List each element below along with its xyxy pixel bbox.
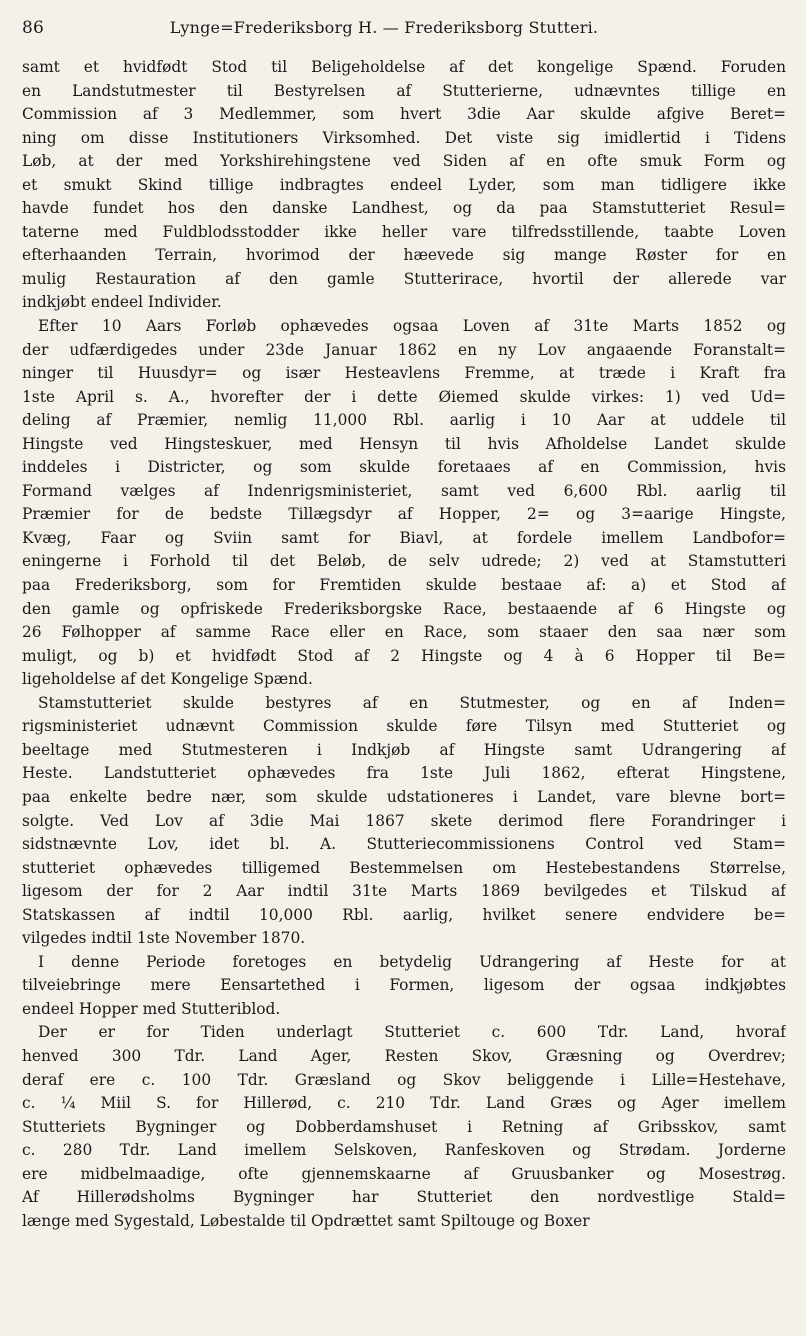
text-line: indkjøbt endeel Individer.	[22, 293, 222, 312]
text-line: 1ste April s. A., hvorefter der i dette Øiemed skulde virkes: 1) ved Ud=	[22, 387, 786, 406]
text-line: eningerne i Forhold til det Beløb, de selv udrede; 2) ved at Stamstutteri	[22, 552, 786, 571]
text-line: længe med Sygestald, Løbestalde til Opdrættet samt Spiltouge og Boxer	[22, 1211, 590, 1230]
paragraph-start-line: Der er for Tiden underlagt Stutteriet c. 600 Tdr. Land, hvoraf	[38, 1023, 786, 1042]
text-line: samt et hvidfødt Stod til Beligeholdelse af det kongelige Spænd. Foruden	[22, 58, 786, 76]
text-line: muligt, og b) et hvidfødt Stod af 2 Hingste og 4 à 6 Hopper til Be=	[22, 646, 786, 665]
text-line: mulig Restauration af den gamle Stutterirace, hvortil der allerede var	[22, 269, 786, 288]
paragraph-start-line: Efter 10 Aars Forløb ophævedes ogsaa Loven af 31te Marts 1852 og	[38, 317, 786, 336]
text-line: Præmier for de bedste Tillægsdyr af Hopper, 2= og 3=aarige Hingste,	[22, 505, 786, 524]
text-line: deraf ere c. 100 Tdr. Græsland og Skov beliggende i Lille=Hestehave,	[22, 1070, 786, 1089]
text-line: paa enkelte bedre nær, som skulde udstationeres i Landet, vare blevne bort=	[22, 787, 786, 806]
text-line: c. ¼ Miil S. for Hillerød, c. 210 Tdr. Land Græs og Ager imellem	[22, 1094, 786, 1113]
text-line: c. 280 Tdr. Land imellem Selskoven, Ranfeskoven og Strødam. Jorderne	[22, 1141, 786, 1160]
paragraph-start-line: I denne Periode foretoges en betydelig Udrangering af Heste for at	[38, 952, 786, 971]
body-text	[22, 56, 786, 1233]
text-line: sidstnævnte Lov, idet bl. A. Stutteriecommissionens Control ved Stam=	[22, 835, 786, 854]
text-line: Commission af 3 Medlemmer, som hvert 3die Aar skulde afgive Beret=	[22, 105, 786, 124]
text-line: 26 Følhopper af samme Race eller en Race, som staaer den saa nær som	[22, 623, 786, 642]
text-line: der udfærdigedes under 23de Januar 1862 en ny Lov angaaende Foranstalt=	[22, 340, 786, 359]
text-line: rigsministeriet udnævnt Commission skulde føre Tilsyn med Stutteriet og	[22, 717, 786, 736]
text-line: stutteriet ophævedes tilligemed Bestemmelsen om Hestebestandens Størrelse,	[22, 858, 786, 877]
text-line: taterne med Fuldblodsstodder ikke heller vare tilfredsstillende, taabte Loven	[22, 222, 786, 241]
text-line: havde fundet hos den danske Landhest, og da paa Stamstutteriet Resul=	[22, 199, 786, 218]
paragraph-start-line: Stamstutteriet skulde bestyres af en Stutmester, og en af Inden=	[38, 693, 786, 712]
text-line: tilveiebringe mere Eensartethed i Formen, ligesom der ogsaa indkjøbtes	[22, 976, 786, 995]
text-line: et smukt Skind tillige indbragtes endeel Lyder, som man tidligere ikke	[22, 175, 786, 194]
text-line: den gamle og opfriskede Frederiksborgske Race, bestaaende af 6 Hingste og	[22, 599, 786, 618]
text-line: ligesom der for 2 Aar indtil 31te Marts 1869 bevilgedes et Tilskud af	[22, 882, 786, 901]
running-head: Lynge=Frederiksborg H. — Frederiksborg Stutteri.	[169, 18, 599, 37]
text-line: Kvæg, Faar og Sviin samt for Biavl, at fordele imellem Landbofor=	[22, 528, 786, 547]
text-line: endeel Hopper med Stutteriblod.	[22, 999, 281, 1018]
text-line: Formand vælges af Indenrigsministeriet, samt ved 6,600 Rbl. aarlig til	[22, 481, 786, 500]
text-line: efterhaanden Terrain, hvorimod der hæevede sig mange Røster for en	[22, 246, 786, 265]
text-line: Stutteriets Bygninger og Dobberdamshuset i Retning af Gribsskov, samt	[22, 1117, 786, 1136]
text-line: solgte. Ved Lov af 3die Mai 1867 skete derimod flere Forandringer i	[22, 811, 786, 830]
text-line: inddeles i Districter, og som skulde foretaaes af en Commission, hvis	[22, 458, 786, 477]
text-line: Af Hillerødsholms Bygninger har Stutteriet den nordvestlige Stald=	[22, 1188, 786, 1207]
text-line: Statskassen af indtil 10,000 Rbl. aarlig, hvilket senere endvidere be=	[22, 905, 786, 924]
text-line: henved 300 Tdr. Land Ager, Resten Skov, Græsning og Overdrev;	[22, 1046, 786, 1065]
page-number: 86	[22, 18, 45, 38]
text-line: beeltage med Stutmesteren i Indkjøb af Hingste samt Udrangering af	[22, 740, 786, 759]
text-line: Heste. Landstutteriet ophævedes fra 1ste Juli 1862, efterat Hingstene,	[22, 764, 786, 783]
text-line: Hingste ved Hingsteskuer, med Hensyn til hvis Afholdelse Landet skulde	[22, 434, 786, 453]
text-line: Løb, at der med Yorkshirehingstene ved Siden af en ofte smuk Form og	[22, 152, 786, 171]
text-line: ning om disse Institutioners Virksomhed. Det viste sig imidlertid i Tidens	[22, 128, 786, 147]
text-line: en Landstutmester til Bestyrelsen af Stutterierne, udnævntes tillige en	[22, 81, 786, 100]
page-header	[22, 18, 786, 44]
text-line: ligeholdelse af det Kongelige Spænd.	[22, 670, 313, 689]
text-line: ere midbelmaadige, ofte gjennemskaarne af Gruusbanker og Mosestrøg.	[22, 1164, 786, 1183]
text-line: deling af Præmier, nemlig 11,000 Rbl. aarlig i 10 Aar at uddele til	[22, 411, 786, 430]
text-line: paa Frederiksborg, som for Fremtiden skulde bestaae af: a) et Stod af	[22, 576, 786, 595]
text-line: ninger til Huusdyr= og især Hesteavlens Fremme, at træde i Kraft fra	[22, 364, 786, 383]
text-line: vilgedes indtil 1ste November 1870.	[22, 929, 306, 948]
